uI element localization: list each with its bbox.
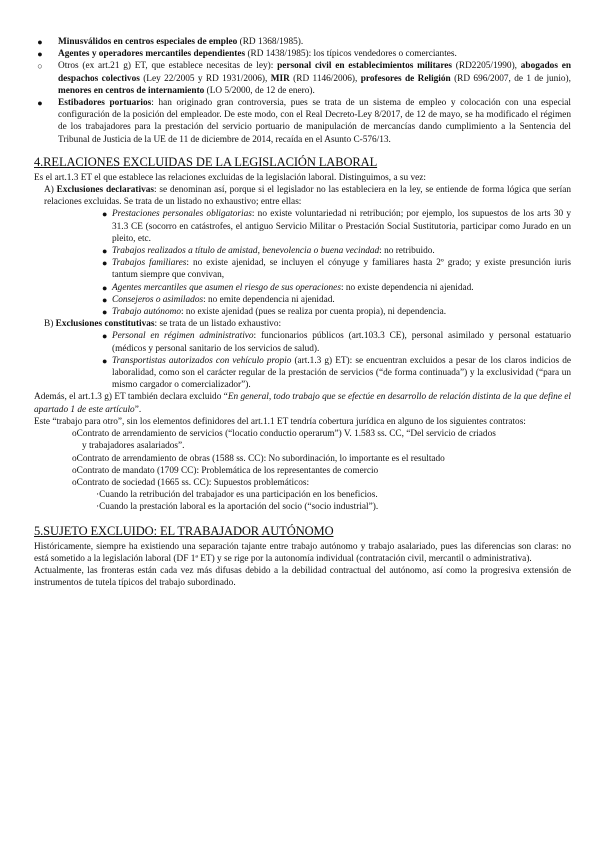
sub-contract-item: ·Cuando la prestación laboral es la aportación del socio (“socio industrial”). bbox=[96, 502, 379, 513]
bullet-icon: ● bbox=[37, 37, 43, 47]
bullet-icon: ○ bbox=[37, 61, 43, 72]
section-heading: 5.SUJETO EXCLUIDO: EL TRABAJADOR AUTÓNOMO bbox=[34, 523, 334, 538]
bullet-icon: ● bbox=[102, 282, 108, 293]
list-item: ● Agentes mercantiles que asumen el riesgo de sus operaciones: no existe dependencia ni ajenidad. bbox=[112, 282, 571, 294]
list-item: ● Personal en régimen administrativo: funcionarios públicos (art.103.3 CE), personal asimilado y personal estatuario (médicos y personal sanitario de los servicios de salud). bbox=[112, 330, 571, 354]
sub-contract-item: ·Cuando la retribución del trabajador es una participación en los beneficios. bbox=[96, 490, 378, 501]
bullet-icon: ● bbox=[102, 294, 108, 305]
constitutive-exclusions: B) Exclusiones constitutivas: se trata de un listado exhaustivo: bbox=[44, 319, 282, 330]
declarative-list bbox=[86, 208, 571, 318]
list-item: ● Trabajos realizados a título de amistad, benevolencia o buena vecindad: no retribuido. bbox=[112, 245, 571, 257]
contract-item: oContrato de arrendamiento de servicios (“locatio conductio operarum”) V. 1.583 ss. CC, “Del servicio de criados y trabajadores asalariados”. bbox=[72, 429, 496, 452]
bullet-icon: ● bbox=[102, 307, 108, 318]
list-item: ● Trabajo autónomo: no existe ajenidad (pues se realiza por cuenta propia), ni dependencia. bbox=[112, 306, 571, 318]
constitutive-list bbox=[86, 330, 571, 391]
section-heading: 4.RELACIONES EXCLUIDAS DE LA LEGISLACIÓN LABORAL bbox=[34, 154, 378, 169]
body-paragraph: Actualmente, las fronteras están cada vez más difusas debido a la debilidad contractual del autónomo, así como la progresiva extensión de instrumentos de tutela típicos del trabajo subordinado. bbox=[34, 565, 571, 589]
declarative-exclusions: A) Exclusiones declarativas: se denominan así, porque si el legislador no las estableciera en la ley, se entiende de forma lógica que serían relaciones excluidas. Se trata de un listado no exhaustivo; entre ellas: bbox=[44, 185, 572, 208]
list-item: ● Consejeros o asimilados: no emite dependencia ni ajenidad. bbox=[112, 294, 571, 306]
bullet-icon: ● bbox=[102, 355, 108, 366]
list-item: ● Trabajos familiares: no existe ajenidad, se incluyen el cónyuge y familiares hasta 2º grado; y existe presunción iuris tantum siempre que convivan, bbox=[112, 257, 571, 281]
bullet-icon: ● bbox=[37, 49, 43, 60]
bullet-icon: ● bbox=[102, 209, 108, 220]
list-item: ● Estibadores portuarios: han originado gran controversia, pues se trata de un sistema de empleo y colocación con una especial configuración de la posición del empleador. De este modo, con el Real Decreto-Ley 8/2017, de 12 de mayo, se ha modificado el régimen de los trabajadores para la prestación del servicio portuario de manipulación de mercancías dando cumplimiento a la Sentencia del Tribunal de Justicia de la UE de 11 de diciembre de 2014, recaída en el Asunto C-576/13. bbox=[34, 97, 571, 146]
bullet-icon: ● bbox=[37, 98, 43, 109]
contract-item: oContrato de sociedad (1665 ss. CC): Supuestos problemáticos: bbox=[72, 477, 310, 488]
body-paragraph: Históricamente, siempre ha existiendo una separación tajante entre trabajo autónomo y trabajo asalariado, pues las diferencias son claras: no está sometido a la legislación laboral (DF 1ª ET) y se rige por la autonomía individual (contratación civil, mercantil o administrativa). bbox=[34, 541, 571, 564]
top-bullet-list bbox=[34, 36, 571, 146]
list-item: ○ Otros (ex art.21 g) ET, que establece necesitas de ley): personal civil en establecimientos militares (RD2205/1990), abogados en despachos colectivos (Ley 22/2005 y RD 1931/2006), MIR (RD 1146/2006), profesores de Religión (RD 696/2007, de 1 de junio), menores en centros de internamiento (LO 5/2000, de 12 de enero). bbox=[34, 60, 571, 97]
list-item: ● Agentes y operadores mercantiles dependientes (RD 1438/1985): los típicos vendedores o comerciantes. bbox=[34, 48, 571, 60]
contract-item: oContrato de mandato (1709 CC): Problemática de los representantes de comercio bbox=[72, 465, 379, 476]
bullet-icon: ● bbox=[102, 246, 108, 257]
bullet-icon: ● bbox=[102, 331, 108, 342]
bullet-icon: ● bbox=[102, 258, 108, 269]
contract-item: oContrato de arrendamiento de obras (1588 ss. CC): No subordinación, lo importante es el resultado bbox=[72, 453, 445, 464]
list-item: ● Minusválidos en centros especiales de empleo (RD 1368/1985). bbox=[34, 36, 571, 48]
ademas-paragraph: Además, el art.1.3 g) ET también declara excluido “En general, todo trabajo que se efectúe en desarrollo de relación distinta de la que define el apartado 1 de este artículo”. bbox=[34, 392, 571, 415]
section-intro: Es el art.1.3 ET el que establece las relaciones excluidas de la legislación laboral. Distinguimos, a su vez: bbox=[34, 172, 426, 183]
este-paragraph: Este “trabajo para otro”, sin los elementos definidores del art.1.1 ET tendría cobertura jurídica en alguno de los siguientes contratos: bbox=[34, 416, 526, 427]
list-item: ● Transportistas autorizados con vehículo propio (art.1.3 g) ET): se encuentran excluidos a pesar de los claros indicios de laboralidad, como son el carácter regular de la prestación de servicios (“de forma continuada”) y la exclusividad (“para un mismo cargador o comercializador”). bbox=[112, 355, 571, 392]
list-item: ● Prestaciones personales obligatorias: no existe voluntariedad ni retribución; por ejemplo, los supuestos de los arts 30 y 31.3 CE (socorro en catástrofes, el antiguo Servicio Militar o Prestación Social Sustitutoria, participar como Jurado en un pleito, etc. bbox=[112, 208, 571, 245]
